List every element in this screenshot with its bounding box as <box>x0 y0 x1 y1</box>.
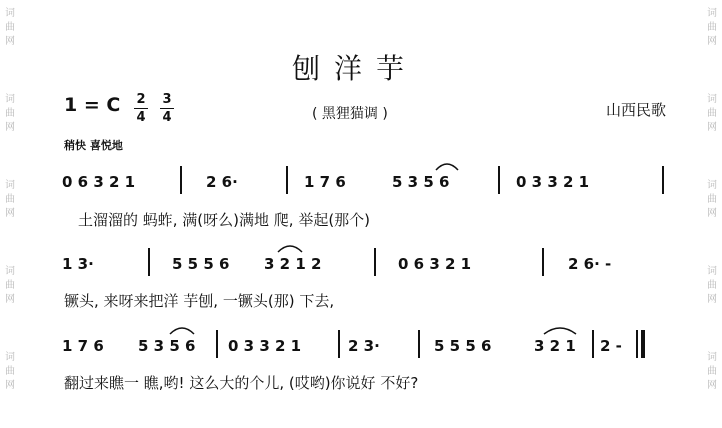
watermark-char: 词 <box>707 180 717 191</box>
watermark-char: 网 <box>707 36 717 47</box>
watermark-sidebar-left <box>0 0 20 428</box>
song-title: 刨洋芋 <box>292 52 419 85</box>
measure: 5 5 5 6 <box>172 255 230 273</box>
measure: 1 3· <box>62 255 94 273</box>
watermark-char: 词 <box>707 266 717 277</box>
watermark-char: 词 <box>5 266 15 277</box>
measure: 0 6 3 2 1 <box>62 173 136 191</box>
watermark-char: 网 <box>707 380 717 391</box>
watermark-char: 网 <box>5 380 15 391</box>
song-origin: 山西民歌 <box>606 101 667 119</box>
slur-marks <box>20 0 702 428</box>
lyrics-line: 镢头, 来呀来把洋 芋刨, 一镢头(那) 下去, <box>64 292 335 310</box>
song-subtitle: ( 黑狸猫调 ) <box>312 106 388 122</box>
time-signature-denominator: 4 <box>162 110 172 125</box>
measure: 0 3 3 2 1 <box>228 337 302 355</box>
watermark-char: 曲 <box>707 366 717 377</box>
time-signature-numerator: 2 <box>136 92 146 107</box>
lyrics-line: 翻过来瞧一 瞧,哟! 这么大的个儿, (哎哟)你说好 不好? <box>64 374 419 392</box>
measure: 1 7 6 <box>304 173 346 191</box>
measure: 2 - <box>600 337 622 355</box>
watermark-char: 曲 <box>707 280 717 291</box>
measure: 3 2 1 <box>534 337 576 355</box>
watermark-char: 曲 <box>707 194 717 205</box>
measure: 0 3 3 2 1 <box>516 173 590 191</box>
watermark-char: 网 <box>707 208 717 219</box>
measure: 5 3 5 6 <box>392 173 450 191</box>
lyrics-line: 土溜溜的 蚂蚱, 满(呀么)满地 爬, 举起(那个) <box>78 211 371 229</box>
watermark-char: 词 <box>5 180 15 191</box>
watermark-char: 曲 <box>5 22 15 33</box>
watermark-char: 词 <box>5 94 15 105</box>
measure: 2 3· <box>348 337 380 355</box>
watermark-char: 词 <box>5 8 15 19</box>
watermark-char: 曲 <box>5 194 15 205</box>
measure: 0 6 3 2 1 <box>398 255 472 273</box>
watermark-char: 词 <box>707 352 717 363</box>
tempo-marking: 稍快 喜悦地 <box>64 139 123 152</box>
watermark-sidebar-right <box>702 0 722 428</box>
measure: 5 3 5 6 <box>138 337 196 355</box>
time-signature-denominator: 4 <box>136 110 146 125</box>
measure: 5 5 5 6 <box>434 337 492 355</box>
measure: 3 2 1 2 <box>264 255 322 273</box>
watermark-char: 网 <box>707 122 717 133</box>
watermark-char: 曲 <box>707 108 717 119</box>
watermark-char: 曲 <box>5 108 15 119</box>
watermark-char: 曲 <box>707 22 717 33</box>
watermark-char: 网 <box>5 122 15 133</box>
watermark-char: 网 <box>707 294 717 305</box>
watermark-char: 词 <box>5 352 15 363</box>
watermark-char: 网 <box>5 36 15 47</box>
watermark-char: 词 <box>707 94 717 105</box>
key-signature: 1 = C <box>64 94 121 116</box>
measure: 1 7 6 <box>62 337 104 355</box>
time-signature-numerator: 3 <box>162 92 172 107</box>
measure: 2 6· <box>206 173 238 191</box>
measure: 2 6· - <box>568 255 612 273</box>
watermark-char: 词 <box>707 8 717 19</box>
score-page <box>20 0 702 428</box>
watermark-char: 曲 <box>5 280 15 291</box>
watermark-char: 曲 <box>5 366 15 377</box>
watermark-char: 网 <box>5 294 15 305</box>
watermark-char: 网 <box>5 208 15 219</box>
